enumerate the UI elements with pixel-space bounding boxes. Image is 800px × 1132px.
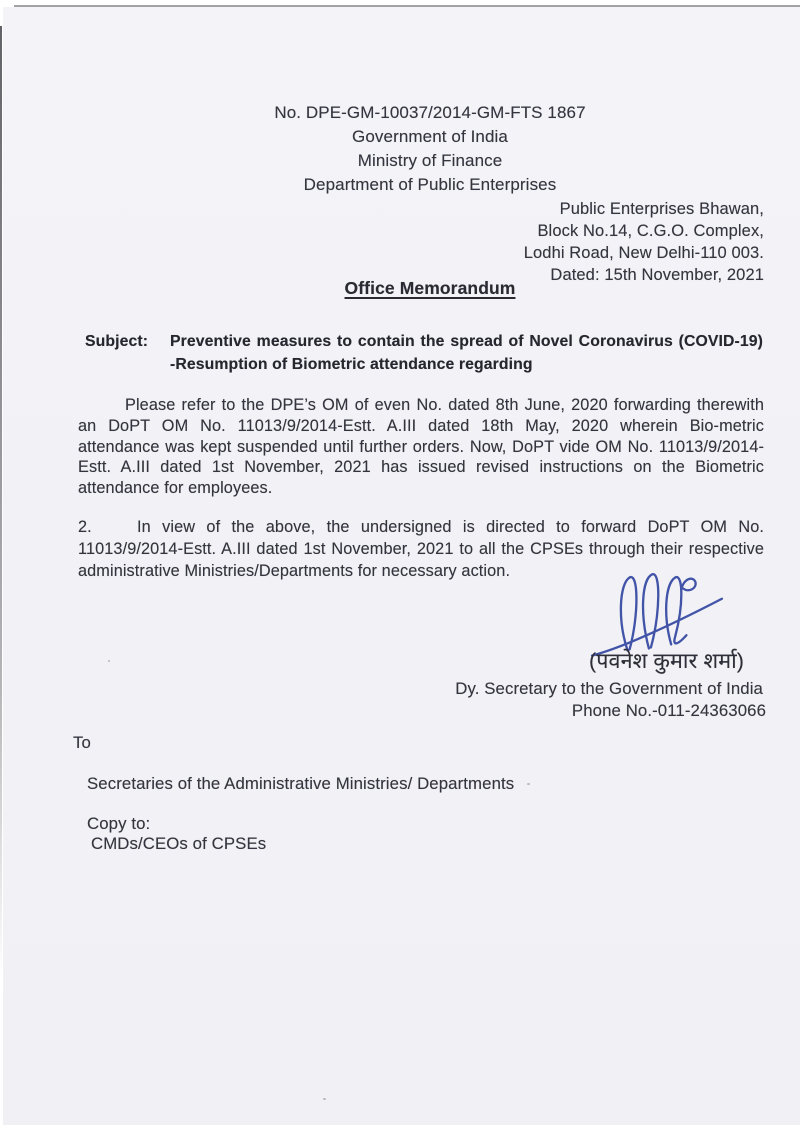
subject-block — [85, 331, 763, 376]
scan-speck — [108, 660, 110, 662]
paragraph-2-line: 2. In view of the above, the undersigned is directed to forward DoPT OM No. — [78, 518, 764, 536]
paragraph-1-line: Estt. A.III dated 1st November, 2021 has issued revised instructions on the Biometric — [78, 458, 764, 477]
copy-to-label: Copy to: — [87, 814, 151, 833]
signatory-phone: Phone No.-011-24363066 — [571, 701, 766, 720]
memo-title — [80, 278, 780, 299]
sender-address-block — [524, 198, 764, 286]
paragraph-1-line: an DoPT OM No. 11013/9/2014-Estt. A.III dated 18th May, 2020 wherein Bio-metric — [78, 416, 764, 435]
organization-line: Government of India — [352, 127, 508, 146]
subject-label: Subject: — [85, 333, 149, 350]
paragraph-1-line: attendance was kept suspended until further orders. Now, DoPT vide OM No. 11013/9/2014- — [78, 437, 764, 456]
scan-speck — [527, 783, 530, 785]
scan-speck — [323, 1098, 326, 1100]
address-line: Lodhi Road, New Delhi-110 003. — [523, 244, 764, 262]
paragraph-2-line: administrative Ministries/Departments for necessary action. — [78, 562, 511, 580]
address-line: Public Enterprises Bhawan, — [559, 200, 764, 218]
memo-title-text: Office Memorandum — [344, 278, 516, 298]
organization-line: Ministry of Finance — [357, 151, 503, 170]
paragraph-1 — [78, 395, 764, 499]
recipient-line: Secretaries of the Administrative Ministries/ Departments — [87, 774, 515, 793]
paragraph-1-line: Please refer to the DPE’s OM of even No. dated 8th June, 2020 forwarding therewith — [125, 396, 764, 414]
letterhead — [80, 101, 780, 197]
subject-text — [170, 331, 763, 376]
to-label: To — [73, 733, 91, 752]
scan-edge-left-line — [0, 26, 2, 976]
signature-strokes — [592, 574, 722, 655]
signatory-name: (पवनेश कुमार शर्मा) — [588, 649, 744, 673]
organization-line: Department of Public Enterprises — [303, 175, 557, 194]
address-line: Dated: 15th November, 2021 — [550, 266, 764, 284]
paragraph-1-line: attendance for employees. — [78, 479, 273, 498]
address-line: Block No.14, C.G.O. Complex, — [537, 222, 764, 240]
subject-line-1: Preventive measures to contain the spread of Novel Coronavirus (COVID-19) — [170, 333, 763, 350]
signatory-designation: Dy. Secretary to the Government of India — [455, 679, 763, 698]
organization-lines — [80, 125, 780, 197]
paragraph-2-line: 11013/9/2014-Estt. A.III dated 1st November, 2021 to all the CPSEs through their respective — [78, 540, 764, 558]
subject-line-2: -Resumption of Biometric attendance regarding — [170, 355, 533, 373]
reference-number: No. DPE-GM-10037/2014-GM-FTS 1867 — [274, 103, 586, 122]
copy-recipient-line: CMDs/CEOs of CPSEs — [91, 834, 267, 853]
